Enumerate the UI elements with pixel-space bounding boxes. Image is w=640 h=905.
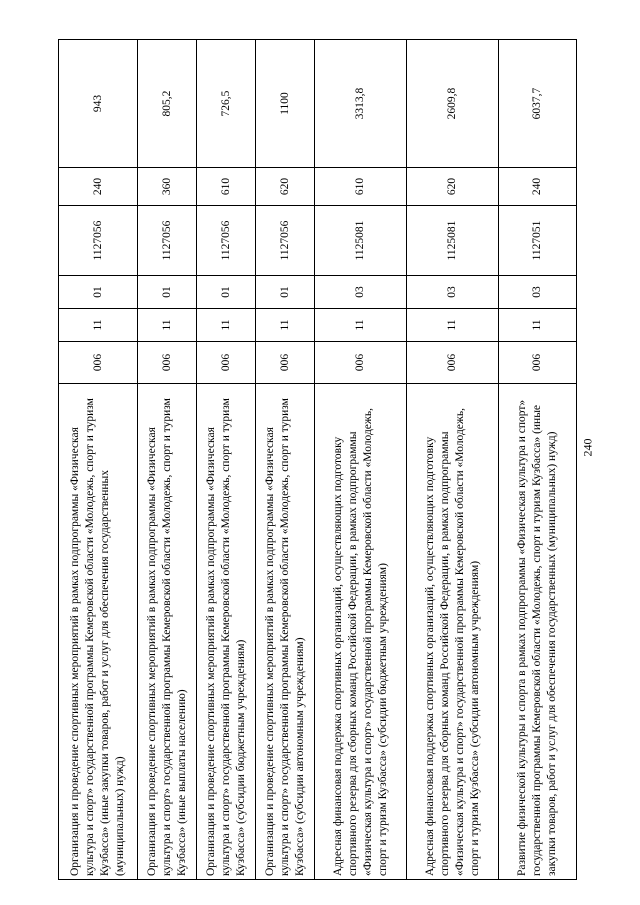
- amount-cell: 1100: [256, 40, 315, 168]
- row-name-cell: Организация и проведение спортивных мероприятий в рамках подпрограммы «Физическая культура и спорт» государственной программы Кемеровской области «Молодежь, спорт и туризм Кузбасса» (субсидии бюджетным учреждениям): [197, 384, 256, 880]
- subsection-cell: 01: [197, 276, 256, 309]
- target-article-cell: 1127056: [59, 206, 138, 276]
- grbs-cell: 006: [256, 342, 315, 384]
- target-article-cell: 1127056: [138, 206, 197, 276]
- section-cell: 11: [315, 309, 407, 342]
- table-row: [197, 40, 256, 880]
- target-article-cell: 1125081: [315, 206, 407, 276]
- table-row: [256, 40, 315, 880]
- section-cell: 11: [499, 309, 577, 342]
- grbs-cell: 006: [197, 342, 256, 384]
- budget-table: [58, 39, 577, 880]
- row-name-cell: Организация и проведение спортивных мероприятий в рамках подпрограммы «Физическая культура и спорт» государственной программы Кемеровской области «Молодежь, спорт и туризм Кузбасса» (субсидии автономным учреждениям): [256, 384, 315, 880]
- amount-cell: 3313,8: [315, 40, 407, 168]
- grbs-cell: 006: [499, 342, 577, 384]
- rotated-table-wrapper: [58, 40, 636, 880]
- expense-type-cell: 240: [499, 168, 577, 206]
- table-row: [59, 40, 138, 880]
- table-row: [499, 40, 577, 880]
- grbs-cell: 006: [138, 342, 197, 384]
- table-row: [315, 40, 407, 880]
- section-cell: 11: [197, 309, 256, 342]
- section-cell: 11: [407, 309, 499, 342]
- grbs-cell: 006: [407, 342, 499, 384]
- expense-type-cell: 610: [197, 168, 256, 206]
- amount-cell: 805,2: [138, 40, 197, 168]
- expense-type-cell: 620: [256, 168, 315, 206]
- expense-type-cell: 620: [407, 168, 499, 206]
- table-row: [407, 40, 499, 880]
- amount-cell: 943: [59, 40, 138, 168]
- amount-cell: 2609,8: [407, 40, 499, 168]
- row-name-cell: Адресная финансовая поддержка спортивных организаций, осуществляющих подготовку спортивного резерва для сборных команд Российской Федерации, в рамках подпрограммы «Физическая культура и спорт» государственной программы Кемеровской области «Молодежь, спорт и туризм Кузбасса» (субсидии автономным учреждениям): [407, 384, 499, 880]
- expense-type-cell: 240: [59, 168, 138, 206]
- expense-type-cell: 360: [138, 168, 197, 206]
- amount-cell: 6037,7: [499, 40, 577, 168]
- row-name-cell: Организация и проведение спортивных мероприятий в рамках подпрограммы «Физическая культура и спорт» государственной программы Кемеровской области «Молодежь, спорт и туризм Кузбасса» (иные закупки товаров, работ и услуг для обеспечения государственных (муниципальных) нужд): [59, 384, 138, 880]
- section-cell: 11: [256, 309, 315, 342]
- expense-type-cell: 610: [315, 168, 407, 206]
- target-article-cell: 1127051: [499, 206, 577, 276]
- subsection-cell: 03: [499, 276, 577, 309]
- table-row: [138, 40, 197, 880]
- subsection-cell: 01: [59, 276, 138, 309]
- grbs-cell: 006: [59, 342, 138, 384]
- subsection-cell: 01: [138, 276, 197, 309]
- grbs-cell: 006: [315, 342, 407, 384]
- row-name-cell: Организация и проведение спортивных мероприятий в рамках подпрограммы «Физическая культура и спорт» государственной программы Кемеровской области «Молодежь, спорт и туризм Кузбасса» (иные выплаты населению): [138, 384, 197, 880]
- target-article-cell: 1127056: [197, 206, 256, 276]
- target-article-cell: 1127056: [256, 206, 315, 276]
- row-name-cell: Развитие физической культуры и спорта в рамках подпрограммы «Физическая культура и спорт» государственной программы Кемеровской области «Молодежь, спорт и туризм Кузбасса» (иные закупки товаров, работ и услуг для обеспечения государственных (муниципальных) нужд): [499, 384, 577, 880]
- subsection-cell: 03: [315, 276, 407, 309]
- subsection-cell: 03: [407, 276, 499, 309]
- target-article-cell: 1125081: [407, 206, 499, 276]
- subsection-cell: 01: [256, 276, 315, 309]
- page-number: 240: [580, 438, 595, 457]
- section-cell: 11: [59, 309, 138, 342]
- row-name-cell: Адресная финансовая поддержка спортивных организаций, осуществляющих подготовку спортивного резерва для сборных команд Российской Федерации, в рамках подпрограммы «Физическая культура и спорт» государственной программы Кемеровской области «Молодежь, спорт и туризм Кузбасса» (субсидии бюджетным учреждениям): [315, 384, 407, 880]
- section-cell: 11: [138, 309, 197, 342]
- amount-cell: 726,5: [197, 40, 256, 168]
